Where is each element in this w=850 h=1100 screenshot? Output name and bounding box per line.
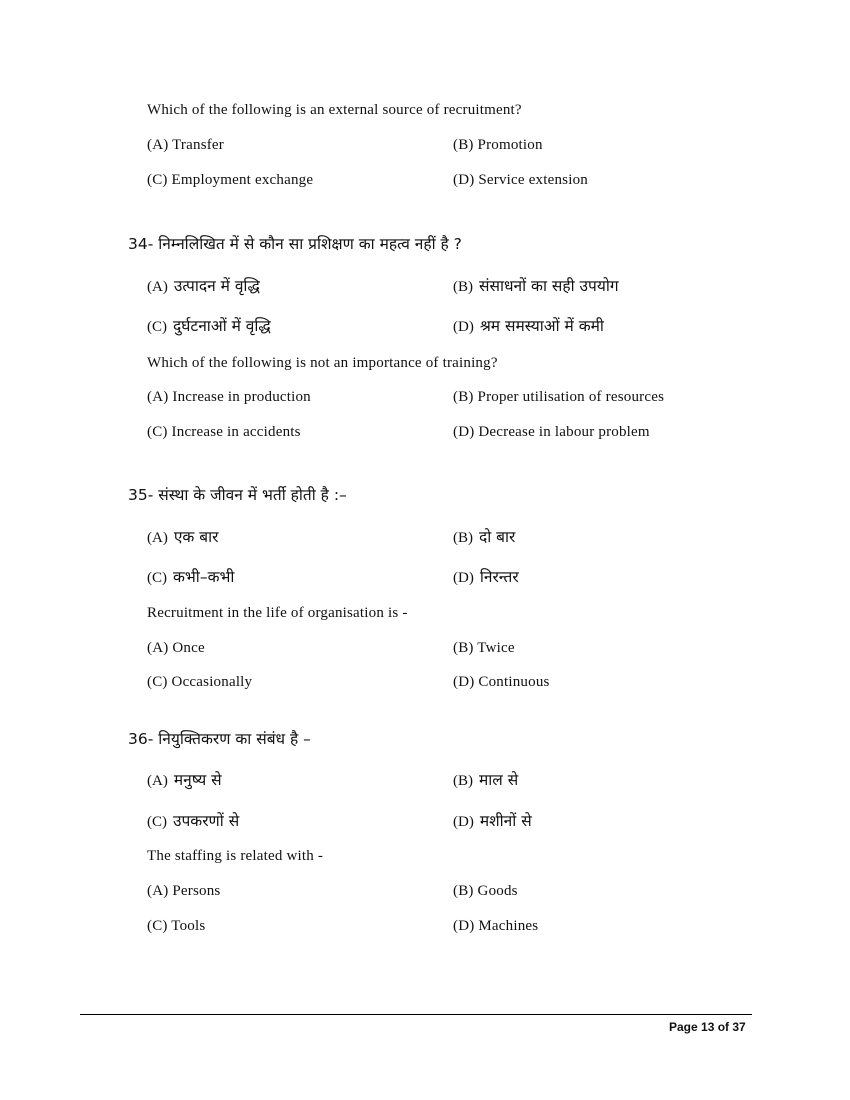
question-34-english: Which of the following is not an importance of training? <box>147 355 498 371</box>
q34-option-c: (C) Increase in accidents <box>147 424 301 440</box>
option-label: (A) <box>147 279 168 295</box>
option-text: दुर्घटनाओं में वृद्धि <box>173 317 271 335</box>
q33-option-d: (D) Service extension <box>453 172 588 188</box>
option-label: (B) <box>453 279 473 295</box>
option-text: मशीनों से <box>479 812 532 830</box>
question-36-hindi: 36- नियुक्तिकरण का संबंध है – <box>128 730 311 748</box>
option-text: उपकरणों से <box>173 812 240 830</box>
option-text: दो बार <box>479 528 516 546</box>
question-35-english: Recruitment in the life of organisation is - <box>147 605 408 621</box>
option-label: (D) <box>453 814 474 830</box>
option-label: (A) <box>147 530 168 546</box>
q35-hindi-option-b <box>453 525 515 547</box>
option-label: (C) <box>147 570 167 586</box>
option-text: उत्पादन में वृद्धि <box>173 277 260 295</box>
footer-divider <box>80 1014 752 1015</box>
option-label: (B) <box>453 530 473 546</box>
option-text: एक बार <box>173 528 219 546</box>
q33-option-b: (B) Promotion <box>453 137 543 153</box>
q34-option-d: (D) Decrease in labour problem <box>453 424 650 440</box>
option-text: संसाधनों का सही उपयोग <box>479 277 619 295</box>
option-label: (B) <box>453 773 473 789</box>
q36-option-c: (C) Tools <box>147 918 206 934</box>
option-label: (C) <box>147 319 167 335</box>
q36-option-d: (D) Machines <box>453 918 539 934</box>
q34-option-b: (B) Proper utilisation of resources <box>453 389 665 405</box>
q35-option-d: (D) Continuous <box>453 674 550 690</box>
question-34-hindi: 34- निम्नलिखित में से कौन सा प्रशिक्षण का महत्व नहीं है ? <box>128 235 462 253</box>
q35-option-a: (A) Once <box>147 640 205 656</box>
option-label: (A) <box>147 773 168 789</box>
option-text: कभी–कभी <box>173 568 235 586</box>
option-label: (D) <box>453 570 474 586</box>
q35-option-c: (C) Occasionally <box>147 674 253 690</box>
q36-hindi-option-c <box>147 809 239 831</box>
option-text: माल से <box>479 771 519 789</box>
option-text: निरन्तर <box>479 568 519 586</box>
page-number: Page 13 of 37 <box>669 1020 746 1034</box>
q36-option-a: (A) Persons <box>147 883 221 899</box>
q35-hindi-option-d <box>453 565 519 587</box>
q34-option-a: (A) Increase in production <box>147 389 311 405</box>
q36-hindi-option-a <box>147 768 222 790</box>
option-text: मनुष्य से <box>173 771 222 789</box>
q34-hindi-option-d <box>453 314 604 336</box>
option-text: श्रम समस्याओं में कमी <box>479 317 604 335</box>
q33-option-c: (C) Employment exchange <box>147 172 314 188</box>
q34-hindi-option-b <box>453 274 619 296</box>
q35-option-b: (B) Twice <box>453 640 515 656</box>
q36-option-b: (B) Goods <box>453 883 518 899</box>
q36-hindi-option-d <box>453 809 532 831</box>
q36-hindi-option-b <box>453 768 518 790</box>
q35-hindi-option-c <box>147 565 234 587</box>
q34-hindi-option-a <box>147 274 260 296</box>
q33-option-a: (A) Transfer <box>147 137 224 153</box>
q35-hindi-option-a <box>147 525 218 547</box>
question-35-hindi: 35- संस्था के जीवन में भर्ती होती है :– <box>128 486 347 504</box>
option-label: (C) <box>147 814 167 830</box>
q34-hindi-option-c <box>147 314 271 336</box>
question-36-english: The staffing is related with - <box>147 848 324 864</box>
question-33-english: Which of the following is an external source of recruitment? <box>147 102 522 118</box>
option-label: (D) <box>453 319 474 335</box>
